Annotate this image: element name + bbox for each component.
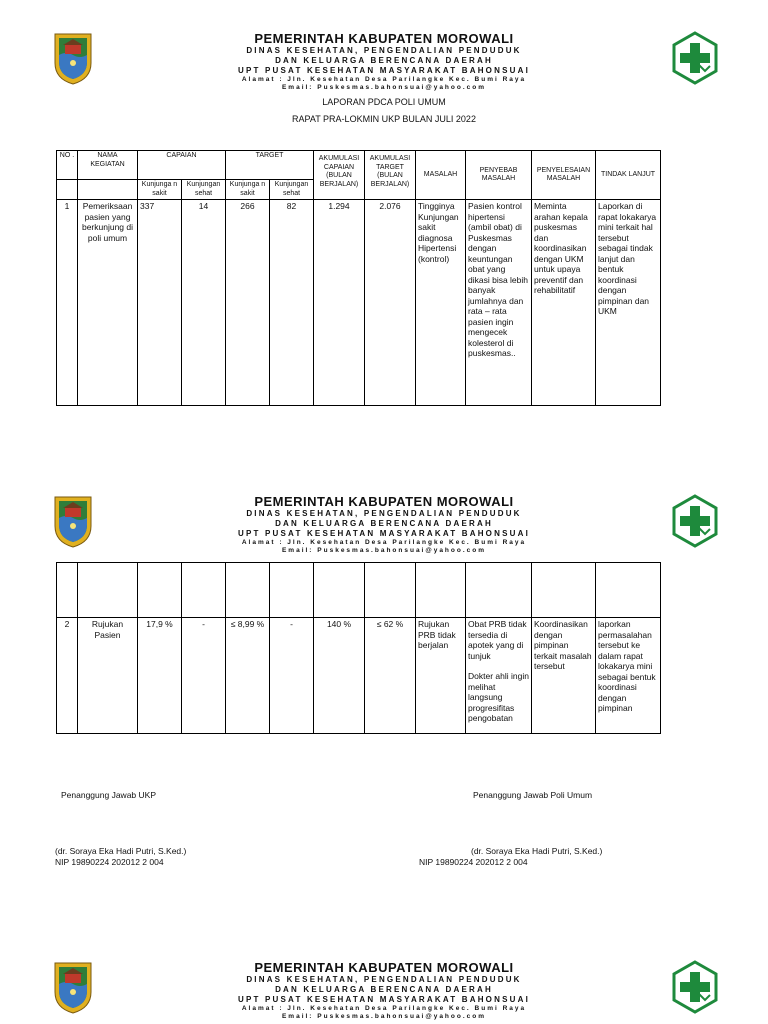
signature-left-title: Penanggung Jawab UKP xyxy=(61,790,156,800)
agency-name: DINAS KESEHATAN, PENGENDALIAN PENDUDUK xyxy=(246,975,522,984)
table-row-empty xyxy=(57,563,661,618)
cell-penyebab: Pasien kontrol hipertensi (ambil obat) di Puskesmas dengan keuntungan obat yang dikasi bisa lebih banyak jumlahnya dan rata – rata pasien ingin mengecek kolesterol di puskesmas.. xyxy=(466,200,532,406)
pdca-table-2 xyxy=(56,562,661,734)
letterhead-1 xyxy=(0,31,768,101)
address: Alamat : Jln. Kesehatan Desa Parilangke Kec. Bumi Raya xyxy=(241,1005,527,1012)
cell-empty xyxy=(226,563,270,618)
cell-empty xyxy=(270,563,314,618)
header-capaian-sakit: Kunjunga n sakit xyxy=(138,180,182,200)
signature-right-name: (dr. Soraya Eka Hadi Putri, S.Ked.) xyxy=(471,846,603,856)
cell-target-sakit: 266 xyxy=(226,200,270,406)
cell-tindak-lanjut: Laporkan di rapat lokakarya mini terkait hal tersebut sebagai tindak lanjut dan bentuk koordinasi dengan pimpinan dan UKM xyxy=(596,200,661,406)
penyebab-point-2: Dokter ahli ingin melihat langsung progresifitas pengobatan xyxy=(468,671,529,723)
upt-name: UPT PUSAT KESEHATAN MASYARAKAT BAHONSUAI xyxy=(237,66,530,75)
agency-name-cont: DAN KELUARGA BERENCANA DAERAH xyxy=(275,519,493,528)
government-name: PEMERINTAH KABUPATEN MOROWALI xyxy=(254,960,514,975)
report-subtitle: RAPAT PRA-LOKMIN UKP BULAN JULI 2022 xyxy=(292,114,476,124)
header-no: NO . xyxy=(57,151,78,180)
cell-empty xyxy=(596,563,661,618)
letterhead-3 xyxy=(0,960,768,1024)
cell-empty xyxy=(182,563,226,618)
cell-masalah: Tingginya Kunjungan sakit diagnosa Hipertensi (kontrol) xyxy=(416,200,466,406)
cell-nama: Rujukan Pasien xyxy=(78,618,138,734)
cell-capaian-sehat: 14 xyxy=(182,200,226,406)
header-akumulasi-capaian: AKUMULASI CAPAIAN (BULAN BERJALAN) xyxy=(314,151,365,200)
cell-akumulasi-capaian: 1.294 xyxy=(314,200,365,406)
agency-name: DINAS KESEHATAN, PENGENDALIAN PENDUDUK xyxy=(246,46,522,55)
signature-right-title: Penanggung Jawab Poli Umum xyxy=(473,790,593,800)
table-row xyxy=(57,618,661,734)
health-cross-icon xyxy=(672,494,718,548)
email: Email: Puskesmas.bahonsuai@yahoo.com xyxy=(281,1013,487,1020)
header-penyelesaian: PENYELESAIAN MASALAH xyxy=(532,151,596,200)
letterhead-2 xyxy=(0,494,768,564)
header-nama-kegiatan: NAMA KEGIATAN xyxy=(78,151,138,180)
upt-name: UPT PUSAT KESEHATAN MASYARAKAT BAHONSUAI xyxy=(237,529,530,538)
cell-empty xyxy=(78,563,138,618)
penyebab-point-1: Obat PRB tidak tersedia di apotek yang di tunjuk xyxy=(468,619,527,661)
address: Alamat : Jln. Kesehatan Desa Parilangke Kec. Bumi Raya xyxy=(241,539,527,546)
cell-target-sehat: - xyxy=(270,618,314,734)
email: Email: Puskesmas.bahonsuai@yahoo.com xyxy=(281,547,487,554)
government-name: PEMERINTAH KABUPATEN MOROWALI xyxy=(254,31,514,46)
cell-empty xyxy=(57,563,78,618)
cell-nama: Pemeriksaan pasien yang berkunjung di poli umum xyxy=(78,200,138,406)
letterhead-text xyxy=(120,31,648,92)
cell-capaian-sakit: 337 xyxy=(138,200,182,406)
cell-penyelesaian: Koordinasikan dengan pimpinan terkait masalah tersebut xyxy=(532,618,596,734)
signature-left-nip: NIP 19890224 202012 2 004 xyxy=(55,857,164,867)
regency-emblem-icon xyxy=(52,31,94,85)
header-spacer xyxy=(57,180,78,200)
letterhead-text xyxy=(120,960,648,1021)
agency-name: DINAS KESEHATAN, PENGENDALIAN PENDUDUK xyxy=(246,509,522,518)
cell-masalah: Rujukan PRB tidak berjalan xyxy=(416,618,466,734)
header-akumulasi-target: AKUMULASI TARGET (BULAN BERJALAN) xyxy=(365,151,416,200)
cell-akumulasi-target: ≤ 62 % xyxy=(365,618,416,734)
cell-tindak-lanjut: laporkan permasalahan tersebut ke dalam rapat lokakarya mini sebagai bentuk koordinasi dengan pimpinan xyxy=(596,618,661,734)
header-spacer xyxy=(78,180,138,200)
cell-akumulasi-capaian: 140 % xyxy=(314,618,365,734)
health-cross-icon xyxy=(672,31,718,85)
header-target-sakit: Kunjunga n sakit xyxy=(226,180,270,200)
cell-empty xyxy=(416,563,466,618)
report-title: LAPORAN PDCA POLI UMUM xyxy=(322,97,446,107)
cell-penyebab xyxy=(466,618,532,734)
header-capaian: CAPAIAN xyxy=(138,151,226,180)
cell-empty xyxy=(314,563,365,618)
agency-name-cont: DAN KELUARGA BERENCANA DAERAH xyxy=(275,985,493,994)
regency-emblem-icon xyxy=(52,960,94,1014)
upt-name: UPT PUSAT KESEHATAN MASYARAKAT BAHONSUAI xyxy=(237,995,530,1004)
spacer xyxy=(468,661,529,671)
cell-target-sehat: 82 xyxy=(270,200,314,406)
cell-empty xyxy=(466,563,532,618)
header-target-sehat: Kunjungan sehat xyxy=(270,180,314,200)
cell-akumulasi-target: 2.076 xyxy=(365,200,416,406)
cell-empty xyxy=(138,563,182,618)
cell-empty xyxy=(532,563,596,618)
government-name: PEMERINTAH KABUPATEN MOROWALI xyxy=(254,494,514,509)
signature-right-nip: NIP 19890224 202012 2 004 xyxy=(419,857,528,867)
table-row xyxy=(57,200,661,406)
cell-capaian-sakit: 17,9 % xyxy=(138,618,182,734)
cell-no: 2 xyxy=(57,618,78,734)
signature-left-name: (dr. Soraya Eka Hadi Putri, S.Ked.) xyxy=(55,846,187,856)
header-capaian-sehat: Kunjungan sehat xyxy=(182,180,226,200)
cell-capaian-sehat: - xyxy=(182,618,226,734)
header-target: TARGET xyxy=(226,151,314,180)
cell-penyelesaian: Meminta arahan kepala puskesmas dan koordinasikan dengan UKM untuk upaya preventif dan rehabilitatif xyxy=(532,200,596,406)
pdca-table-1 xyxy=(56,150,661,406)
cell-empty xyxy=(365,563,416,618)
cell-no: 1 xyxy=(57,200,78,406)
regency-emblem-icon xyxy=(52,494,94,548)
header-penyebab: PENYEBAB MASALAH xyxy=(466,151,532,200)
address: Alamat : Jln. Kesehatan Desa Parilangke Kec. Bumi Raya xyxy=(241,76,527,83)
header-masalah: MASALAH xyxy=(416,151,466,200)
agency-name-cont: DAN KELUARGA BERENCANA DAERAH xyxy=(275,56,493,65)
email: Email: Puskesmas.bahonsuai@yahoo.com xyxy=(281,84,487,91)
letterhead-text xyxy=(120,494,648,555)
cell-target-sakit: ≤ 8,99 % xyxy=(226,618,270,734)
health-cross-icon xyxy=(672,960,718,1014)
header-tindak-lanjut: TINDAK LANJUT xyxy=(596,151,661,200)
